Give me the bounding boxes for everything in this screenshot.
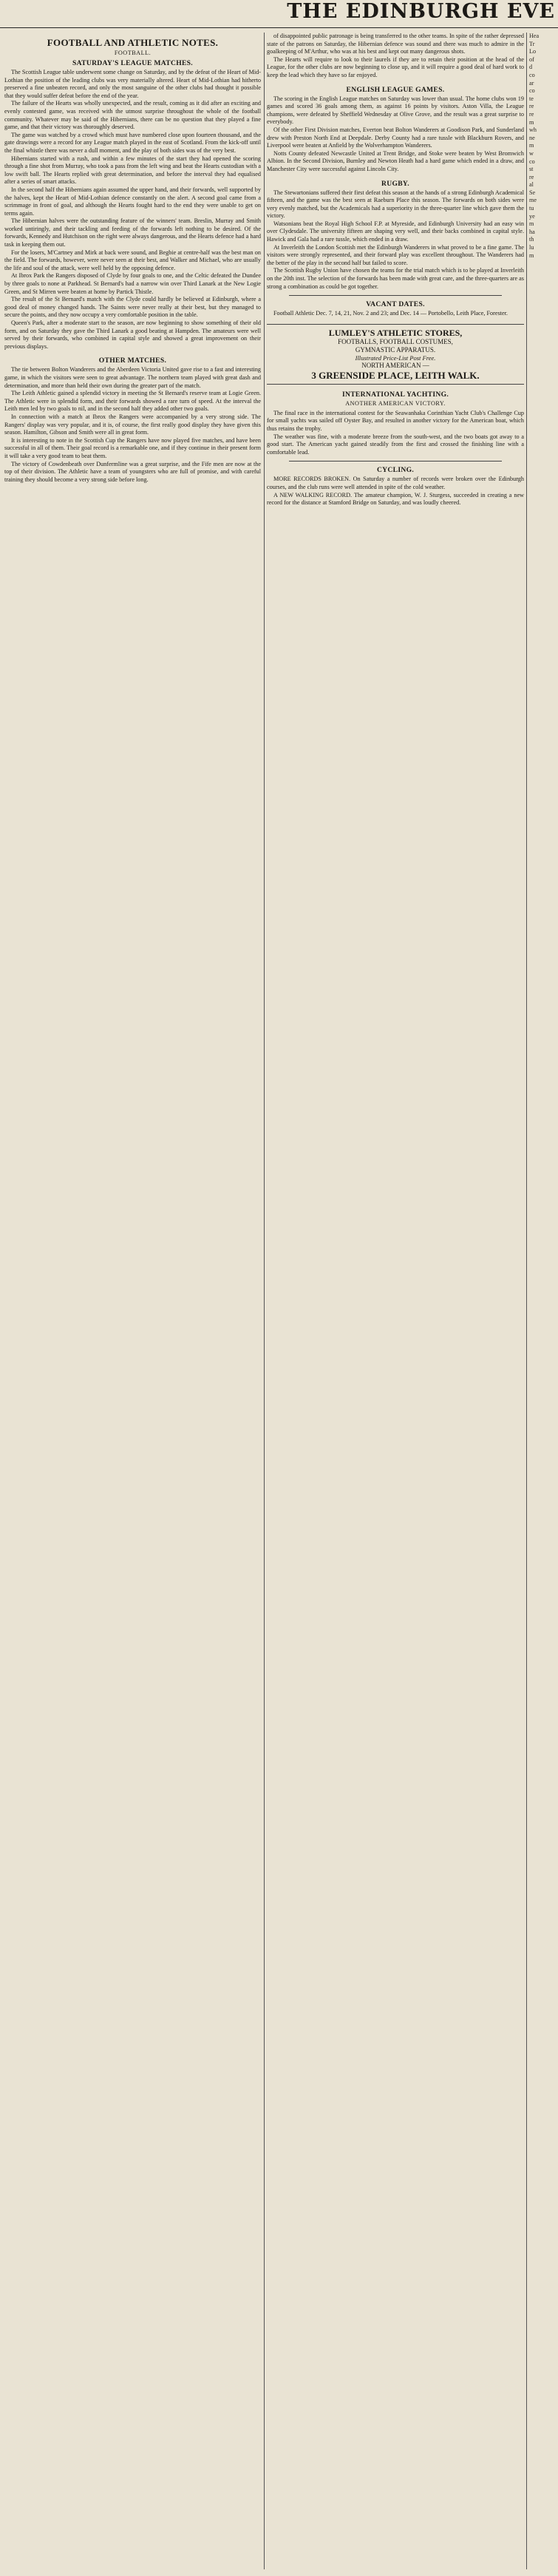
paragraph: It is interesting to note in the Scottish Cup the Rangers have now played five matches, and have been successful in all of them. Their goal record is a remarkable one, and if they continue in their present form it will take a very good team to beat them. (4, 436, 261, 459)
advert-line: NORTH AMERICAN — (361, 361, 429, 369)
masthead: THE EDINBURGH EVE (287, 0, 555, 23)
paragraph: At Ibrox Park the Rangers disposed of Clyde by four goals to one, and the Celtic defeated the Dundee by three goals to none at Parkhead. St Bernard's had a narrow win over Third Lanark at the New Logie Green, and St Mirren were beaten at home by Partick Thistle. (4, 272, 261, 295)
fragment-line: lu (529, 244, 534, 251)
paragraph: In the second half the Hibernians again assumed the upper hand, and their forwards, well supported by the halves, kept the Heart of Mid-Lothian defence constantly on the alert. A second goal came from a scrimmage in front of goal, and although the Hearts fought hard to the end they were unable to get on terms again. (4, 186, 261, 217)
article-heading: RUGBY. (381, 179, 409, 188)
fragment-line: wh (529, 126, 537, 134)
paragraph: In connection with a match at Ibrox the Rangers were accompanied by a very strong side. The Rangers' display was very popular, and it is, of course, the first really good display they have given this season. Hamilton, Gibson and Smith were all in great form. (4, 413, 261, 436)
fragment-line: re (529, 110, 534, 118)
fragment-line: m (529, 118, 534, 126)
paragraph: The Scottish Rugby Union have chosen the teams for the trial match which is to be played at Inverleith on the 20th inst. The selection of the forwards has been made with great care, and the three-quarters are as strong a combination as could be got together. (267, 267, 524, 290)
paragraph: The Leith Athletic gained a splendid victory in meeting the St Bernard's reserve team at Logie Green. The Athletic were in splendid form, and their forwards showed a rare turn of speed. At the interval the Leith men led by two goals to nil, and in the second half they added other two goals. (4, 390, 261, 413)
fragment-line: ye (529, 212, 535, 220)
section-heading: FOOTBALL AND ATHLETIC NOTES. (47, 37, 219, 48)
article-heading: CYCLING. (376, 466, 415, 475)
advert-address: 3 GREENSIDE PLACE, LEITH WALK. (311, 369, 480, 381)
fragment-line: d (529, 64, 533, 71)
fragment-line: co (529, 87, 535, 95)
advert-line: Illustrated Price-List Post Free. (355, 354, 436, 362)
paragraph: Watsonians beat the Royal High School F.P. at Myreside, and Edinburgh University had an easy win over Clydesdale. The university fifteen are shaping very well, and their backs combined in capital style. Hawick and Gala had a rare tussle, which ended in a draw. (267, 220, 524, 243)
fragment-line: ar (529, 79, 534, 87)
fragment-line: re (529, 103, 534, 110)
paragraph: For the losers, M'Cartney and Mirk at back were sound, and Begbie at centre-half was the best man on the field. The forwards, however, were never seen at their best, and Walker and Michael, who are usually the life and soul of the attack, were well held by the opposing defence. (4, 249, 261, 271)
column-1 (4, 33, 261, 484)
column-rule (526, 33, 527, 2569)
fragment-line: m (529, 142, 534, 149)
advert-title: LUMLEY'S ATHLETIC STORES, (328, 327, 463, 338)
column-2 (267, 33, 524, 507)
article-subheading: ANOTHER AMERICAN VICTORY. (345, 399, 446, 407)
fragment-line: co (529, 158, 535, 165)
paragraph: The Stewartonians suffered their first defeat this season at the hands of a strong Edinburgh Academical fifteen, and the game was the best seen at Raeburn Place this season. The forwards on both sides were very evenly matched, but the Academicals had a superiority in the three-quarter line which gave them the victory. (267, 189, 524, 220)
paragraph: The victory of Cowdenbeath over Dunfermline was a great surprise, and the Fife men are now at the top of their division. The Athletic have a team of youngsters who are full of promise, and with careful training they should become a very strong side before long. (4, 460, 261, 483)
fragment-line: of (529, 55, 534, 63)
column-3-fragment (529, 33, 558, 260)
paragraph: The tie between Bolton Wanderers and the Aberdeen Victoria United gave rise to a fast and interesting game, in which the visitors were seen to great advantage. The northern team played with great dash and determination, and more than held their own during the greater part of the match. (4, 366, 261, 389)
advertisement (267, 324, 524, 385)
article-heading: ENGLISH LEAGUE GAMES. (346, 85, 445, 94)
masthead-rule (0, 27, 558, 28)
paragraph: The result of the St Bernard's match with the Clyde could hardly be believed at Edinburgh, where a good deal of money changed hands. The Saints were never really at their best, but they managed to secure the points, and they now occupy a very comfortable position in the table. (4, 296, 261, 319)
fragment-line: co (529, 71, 535, 78)
fragment-line: ha (529, 228, 535, 235)
fragment-line: m (529, 251, 534, 259)
paragraph: of disappointed public patronage is being transferred to the other teams. In spite of the rather depressed state of the patrons on Saturday, the Hibernian defence was sound and there was much to admire in the goalkeeping of M'Arthur, who was at his best and kept out many dangerous shots. (267, 33, 524, 55)
column-rule (264, 33, 265, 2569)
paragraph: Notts County defeated Newcastle United at Trent Bridge, and Stoke were beaten by West Bromwich Albion. In the Second Division, Burnley and Newton Heath had a hard game which ended in a draw, and Manchester City were successful against Lincoln City. (267, 149, 524, 172)
paragraph: The weather was fine, with a moderate breeze from the south-west, and the two boats got away to a good start. The American yacht gained steadily from the first and crossed the finishing line with a comfortable lead. (267, 433, 524, 456)
fragment-line: Se (529, 189, 536, 196)
divider (289, 295, 502, 296)
paragraph: The Scottish League table underwent some change on Saturday, and by the defeat of the Heart of Mid-Lothian the position of the leading clubs was very materially altered. Heart of Mid-Lothian had hitherto preserved a fine unbeaten record, and only the most sanguine of the other clubs had thought it possible that they would suffer defeat before the end of the year. (4, 69, 261, 99)
section-subheading: FOOTBALL. (114, 50, 152, 56)
paragraph: A NEW WALKING RECORD. The amateur champion, W. J. Sturgess, succeeded in creating a new record for the distance at Stamford Bridge on Saturday, and was loudly cheered. (267, 491, 524, 507)
paragraph: The game was watched by a crowd which must have numbered close upon fourteen thousand, and the gate drawings were a record for any League match played in the east of Scotland. From the kick-off until the final whistle there was never a dull moment, and the play of both sides was of the very best. (4, 131, 261, 154)
fragment-line: Tr (529, 40, 535, 47)
fragment-line: me (529, 197, 537, 204)
paragraph: Queen's Park, after a moderate start to the season, are now beginning to show something of their old form, and on Saturday they gave the Third Lanark a good beating at Hampden. The amateurs were well served by their forwards, who combined in capital style and showed a great improvement on their previous displays. (4, 320, 261, 350)
paragraph: The Hibernian halves were the outstanding feature of the winners' team. Breslin, Murray and Smith worked untiringly, and their tackling and feeding of the forwards left nothing to be desired. Of the forwards, Kennedy and Hutchison on the right were always dangerous, and the Hearts defence had a hard task in keeping them out. (4, 217, 261, 249)
fragment-line: w (529, 149, 534, 157)
divider (289, 461, 502, 462)
fragment-line: re (529, 173, 534, 180)
fragment-line: tu (529, 205, 534, 212)
advert-line: FOOTBALLS, FOOTBALL COSTUMES, (338, 337, 453, 345)
article-heading: OTHER MATCHES. (98, 356, 167, 365)
paragraph: Football Athletic Dec. 7, 14, 21, Nov. 2 and 23; and Dec. 14 — Portobello, Leith Place, Forester. (273, 310, 508, 317)
fragment-line: Lo (529, 48, 537, 55)
paragraph: At Inverleith the London Scottish met the Edinburgh Wanderers in what proved to be a fine game. The visitors were strongly represented, and their forward play was excellent throughout. The Wanderers had the better of the play in the second half but failed to score. (267, 243, 524, 266)
fragment-line: st (529, 166, 534, 173)
fragment-line: th (529, 236, 534, 243)
paragraph: The scoring in the English League matches on Saturday was lower than usual. The home clubs won 19 games and scored 36 goals among them, as against 16 points by visitors. Aston Villa, the League champions, were defeated by Sheffield Wednesday at Olive Grove, and the result was a great surprise to everybody. (267, 95, 524, 126)
paragraph: MORE RECORDS BROKEN. On Saturday a number of records were broken over the Edinburgh courses, and the club runs were well attended in spite of the cold weather. (267, 476, 524, 490)
paragraph: Of the other First Division matches, Everton beat Bolton Wanderers at Goodison Park, and Sunderland drew with Preston North End at Deepdale. Derby County had a rare tussle with Blackburn Rovers, and Liverpool were beaten at Anfield by the Wolverhampton Wanderers. (267, 126, 524, 149)
paragraph: Hibernians started with a rush, and within a few minutes of the start they had opened the scoring through a fine shot from Murray, who took a pass from the left wing and beat the Hearts custodian with a low swift ball. The Hearts replied with great determination, and before the interval they had equalised after a series of smart attacks. (4, 155, 261, 186)
fragment-line: Hea (529, 33, 540, 39)
article-heading: INTERNATIONAL YACHTING. (341, 390, 449, 399)
article-heading: VACANT DATES. (366, 300, 425, 309)
advert-line: GYMNASTIC APPARATUS. (355, 345, 436, 354)
fragment-line: ne (529, 134, 535, 141)
fragment-line: m (529, 220, 534, 228)
fragment-line: al (529, 181, 534, 189)
fragment-line: te (529, 95, 534, 102)
article-heading: SATURDAY'S LEAGUE MATCHES. (72, 59, 194, 67)
paragraph: The failure of the Hearts was wholly unexpected, and the result, coming as it did after an exciting and evenly contested game, was received with the utmost surprise throughout the whole of the football community. Whatever may be said of the Hibernians, there can be no question that they played a fine game, and that their victory was thoroughly deserved. (4, 100, 261, 131)
paragraph: The Hearts will require to look to their laurels if they are to retain their position at the head of the League, for the other clubs are now beginning to close up, and it will require a good deal of hard work to keep the lead which they have so far enjoyed. (267, 55, 524, 78)
paragraph: The final race in the international contest for the Seawanhaka Corinthian Yacht Club's Challenge Cup for small yachts was sailed off Oyster Bay, and resulted in another victory for the American boat, which thus retains the trophy. (267, 409, 524, 432)
